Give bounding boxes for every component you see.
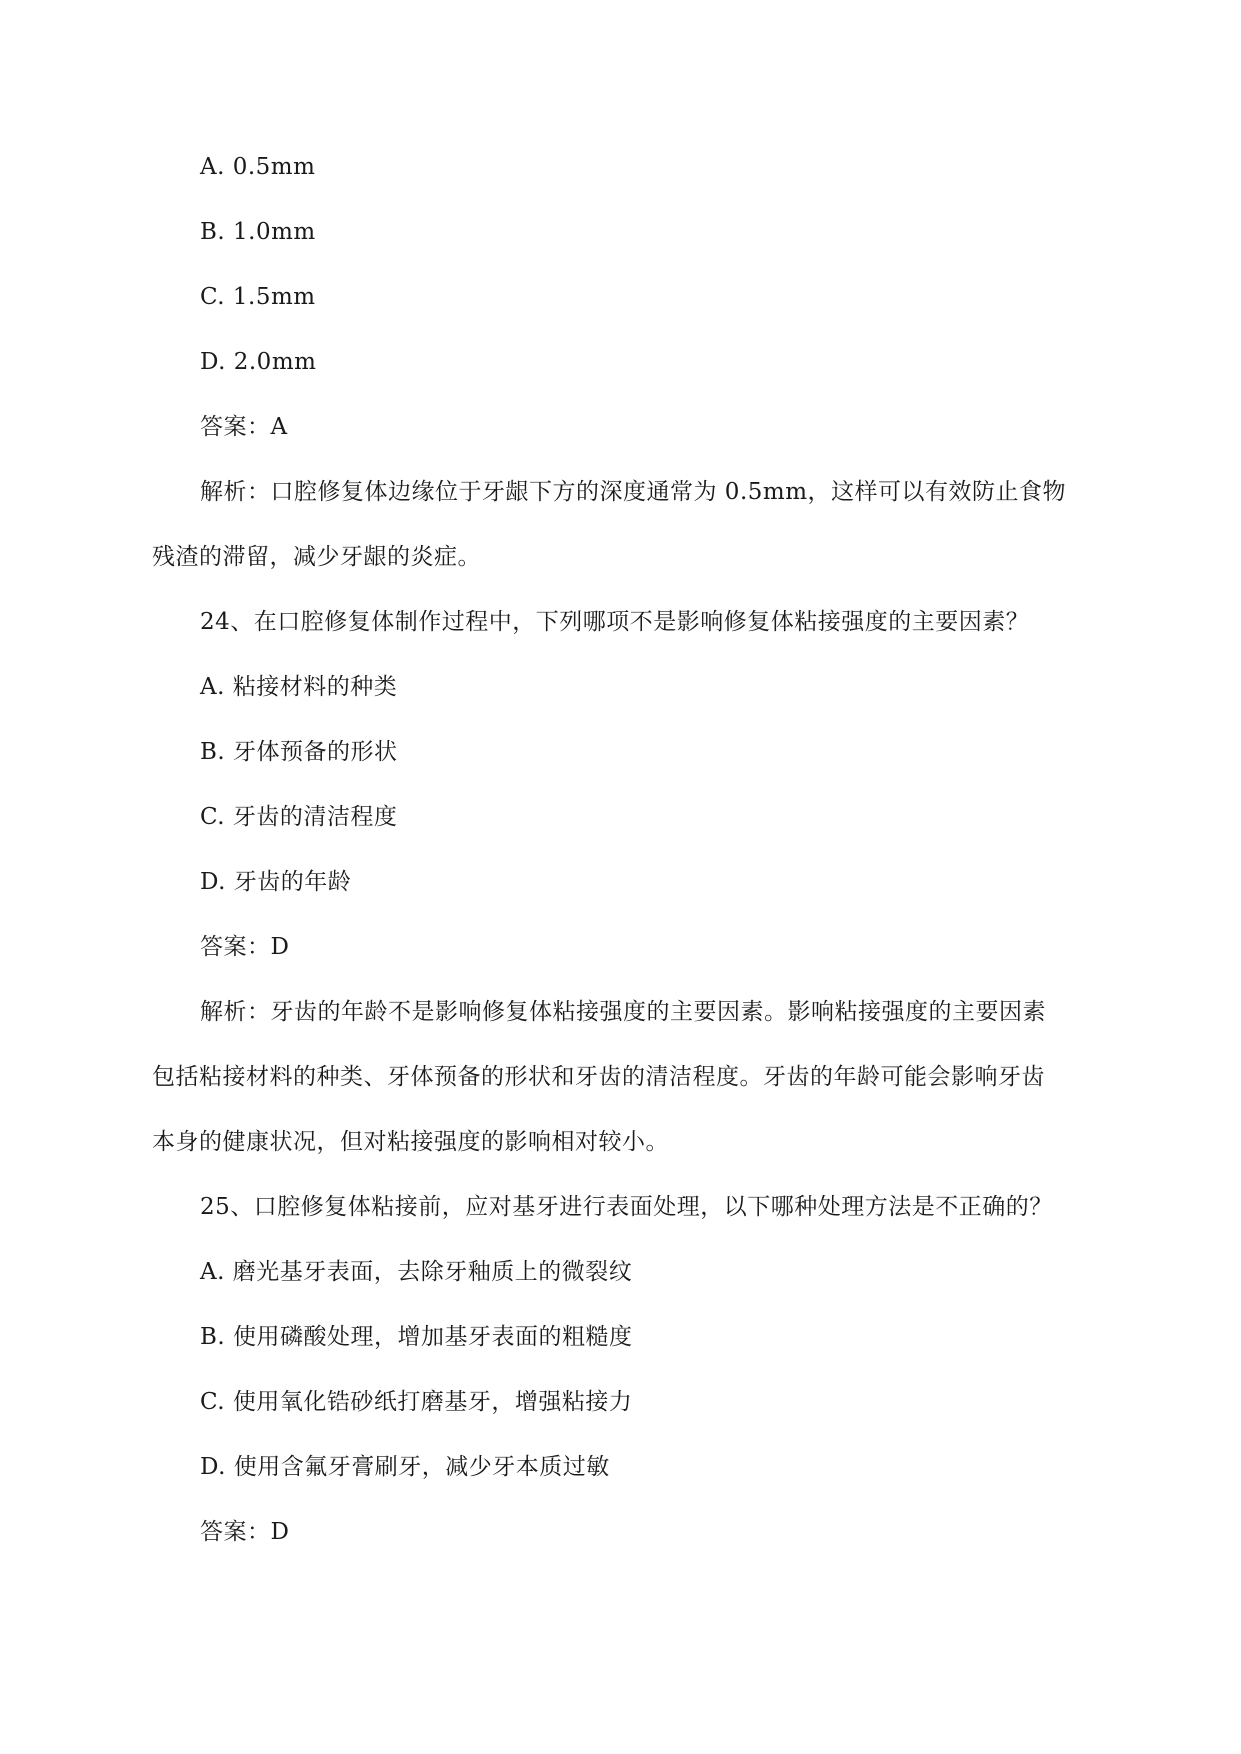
q24-option-c: C. 牙齿的清洁程度 <box>200 804 398 830</box>
q25-answer: 答案：D <box>200 1519 290 1545</box>
q25-option-d: D. 使用含氟牙膏刷牙，减少牙本质过敏 <box>200 1454 610 1480</box>
q23-option-b: B. 1.0mm <box>200 219 316 245</box>
q24-option-d: D. 牙齿的年龄 <box>200 869 352 895</box>
q24-analysis-line-2: 包括粘接材料的种类、牙体预备的形状和牙齿的清洁程度。牙齿的年龄可能会影响牙齿 <box>152 1064 1045 1090</box>
q25-option-c: C. 使用氧化锆砂纸打磨基牙，增强粘接力 <box>200 1389 633 1415</box>
q24-question: 24、在口腔修复体制作过程中，下列哪项不是影响修复体粘接强度的主要因素？ <box>200 609 1030 635</box>
q24-analysis-line-1: 解析：牙齿的年龄不是影响修复体粘接强度的主要因素。影响粘接强度的主要因素 <box>200 999 1046 1025</box>
q23-option-d: D. 2.0mm <box>200 349 317 375</box>
q24-analysis-line-3: 本身的健康状况，但对粘接强度的影响相对较小。 <box>152 1129 669 1155</box>
q23-analysis-line-1: 解析：口腔修复体边缘位于牙龈下方的深度通常为 0.5mm，这样可以有效防止食物 <box>200 479 1067 505</box>
q23-option-c: C. 1.5mm <box>200 284 316 310</box>
q25-option-b: B. 使用磷酸处理，增加基牙表面的粗糙度 <box>200 1324 633 1350</box>
q23-answer: 答案：A <box>200 414 288 440</box>
q25-option-a: A. 磨光基牙表面，去除牙釉质上的微裂纹 <box>200 1259 633 1285</box>
q24-option-a: A. 粘接材料的种类 <box>200 674 398 700</box>
q25-question: 25、口腔修复体粘接前，应对基牙进行表面处理，以下哪种处理方法是不正确的？ <box>200 1194 1053 1220</box>
q24-answer: 答案：D <box>200 934 290 960</box>
q23-analysis-line-2: 残渣的滞留，减少牙龈的炎症。 <box>152 544 481 570</box>
q24-option-b: B. 牙体预备的形状 <box>200 739 398 765</box>
q23-option-a: A. 0.5mm <box>200 154 316 180</box>
